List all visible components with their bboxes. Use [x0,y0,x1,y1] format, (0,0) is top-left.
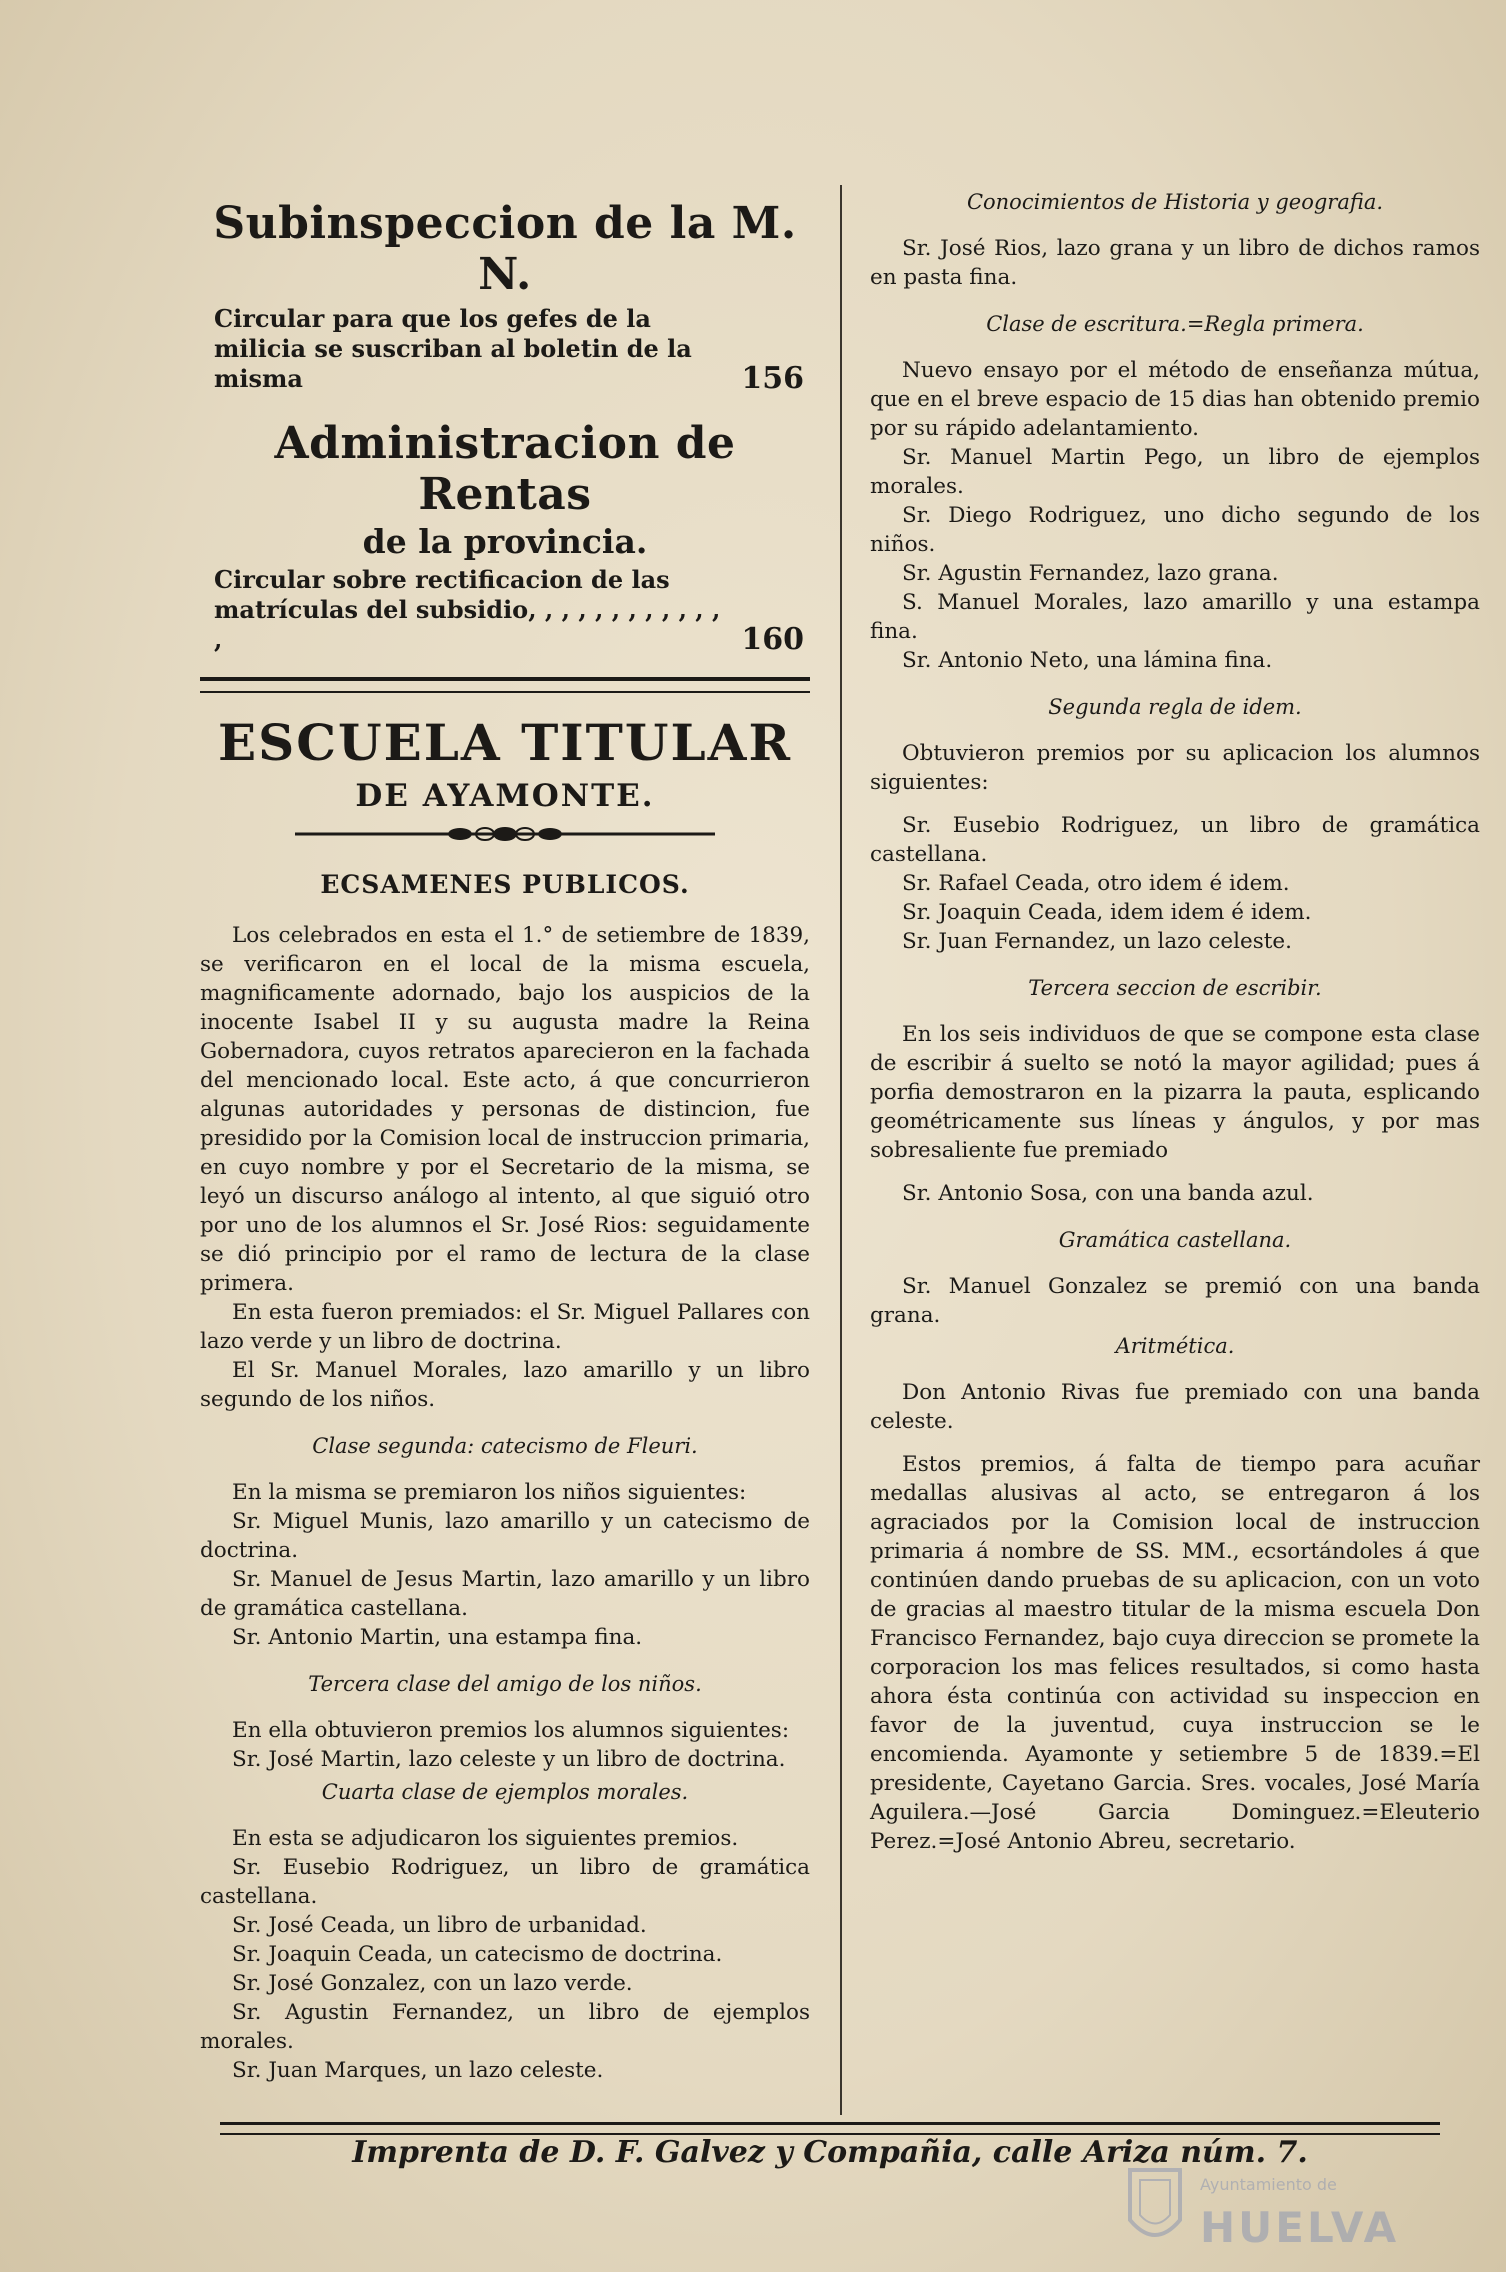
subsection-heading: Clase segunda: catecismo de Fleuri. [312,1434,698,1458]
paragraph: En la misma se premiaron los niños siguientes: [232,1480,747,1505]
footer-double-rule [220,2122,1440,2135]
section-double-rule [200,677,810,693]
prize-entry: S. Manuel Morales, lazo amarillo y una estampa fina. [870,590,1480,644]
closing-paragraph: Estos premios, á falta de tiempo para acuñar medallas alusivas al acto, se entregaron á los agraciados por la Comision local de instruccion primaria á nombre de SS. MM., ecsortándoles á que continúen dando pruebas de su aplicacion, con un voto de gracias al maestro titular de la misma escuela Don Francisco Fernandez, bajo cuya direccion se promete la corporacion los mas felices resultados, si como hasta ahora ésta continúa con actividad su inspeccion en favor de la juventud, cuya instruccion se le encomienda. Ayamonte y setiembre 5 de 1839.=El presidente, Cayetano Garcia. Sres. vocales, José María Aguilera.—José Garcia Dominguez.=Eleuterio Perez.=José Antonio Abreu, secretario. [870,1452,1480,1854]
prize-entry: Don Antonio Rivas fue premiado con una banda celeste. [870,1380,1480,1434]
paragraph: Obtuvieron premios por su aplicacion los alumnos siguientes: [870,741,1480,795]
subsection-heading: Clase de escritura.=Regla primera. [986,312,1364,336]
toc-section-title-2: Administracion de Rentas [274,418,736,520]
prize-entry: Sr. Joaquin Ceada, un catecismo de doctrina. [232,1942,723,1967]
paragraph: El Sr. Manuel Morales, lazo amarillo y un libro segundo de los niños. [200,1358,810,1412]
archive-watermark-logo [1120,2150,1430,2260]
watermark-line-1: Ayuntamiento de [1200,2175,1337,2194]
prize-entry: Sr. Agustin Fernandez, lazo grana. [902,561,1279,586]
prize-entry: Sr. José Ceada, un libro de urbanidad. [232,1913,647,1938]
paragraph: Nuevo ensayo por el método de enseñanza mútua, que en el breve espacio de 15 dias han obtenido premio por su rápido adelantamiento. [870,358,1480,441]
column-divider [840,185,842,2115]
paragraph: Los celebrados en esta el 1.° de setiembre de 1839, se verificaron en el local de la misma escuela, magnificamente adornado, bajo los auspicios de la inocente Isabel II y su augusta madre la Reina Gobernadora, cuyos retratos aparecieron en la fachada del mencionado local. Este acto, á que concurrieron algunas autoridades y personas de distincion, fue presidido por la Comision local de instruccion primaria, en cuyo nombre y por el Secretario de la misma, se leyó un discurso análogo al intento, al que siguió otro por uno de los alumnos el Sr. José Rios: seguidamente se dió principio por el ramo de lectura de la clase primera. [200,923,810,1296]
toc-entry-2-text: Circular sobre rectificacion de las matrículas del subsidio, , , , , , , , , , , , , [214,565,721,654]
subsection-heading: Conocimientos de Historia y geografia. [966,190,1384,214]
prize-entry: Sr. Antonio Martin, una estampa fina. [232,1625,643,1650]
subsection-heading: Gramática castellana. [1058,1228,1292,1252]
subsection-heading: Tercera seccion de escribir. [1028,976,1322,1000]
prize-entry: Sr. José Gonzalez, con un lazo verde. [232,1971,633,1996]
paragraph: En los seis individuos de que se compone esta clase de escribir á suelto se notó la mayor agilidad; pues á porfia demostraron en la pizarra la pauta, esplicando geométricamente sus líneas y ángulos, y por mas sobresaliente fue premiado [870,1022,1480,1163]
toc-entry-2-page: 160 [741,622,804,657]
prize-entry: Sr. Diego Rodriguez, uno dicho segundo de los niños. [870,503,1480,557]
toc-entry-1 [214,304,804,394]
prize-entry: Sr. José Rios, lazo grana y un libro de dichos ramos en pasta fina. [870,236,1480,290]
prize-entry: Sr. Manuel Martin Pego, un libro de ejemplos morales. [870,445,1480,499]
prize-entry: Sr. Rafael Ceada, otro idem é idem. [902,871,1290,896]
school-subtitle: DE AYAMONTE. [355,778,655,814]
paragraph: En esta fueron premiados: el Sr. Miguel Pallares con lazo verde y un libro de doctrina. [200,1300,810,1354]
prize-entry: Sr. Juan Marques, un lazo celeste. [232,2058,604,2083]
toc-entry-2 [214,565,804,655]
subsection-heading: Aritmética. [1115,1334,1235,1358]
prize-entry: Sr. José Martin, lazo celeste y un libro de doctrina. [232,1747,786,1772]
toc-entry-1-text: Circular para que los gefes de la milicia se suscriban al boletin de la misma [214,304,692,393]
crest-icon [1130,2170,1180,2235]
section-title-exams: ECSAMENES PUBLICOS. [320,870,690,899]
prize-entry: Sr. Juan Fernandez, un lazo celeste. [902,929,1292,954]
prize-entry: Sr. Manuel Gonzalez se premió con una banda grana. [870,1274,1480,1328]
ornament-rule-icon [295,824,715,844]
watermark-line-2: HUELVA [1200,2203,1400,2252]
toc-entry-1-page: 156 [741,361,804,396]
toc-section-title-1: Subinspeccion de la M. N. [213,198,797,300]
left-column [200,190,810,2085]
prize-entry: Sr. Manuel de Jesus Martin, lazo amarillo y un libro de gramática castellana. [200,1567,810,1621]
prize-entry: Sr. Miguel Munis, lazo amarillo y un catecismo de doctrina. [200,1509,810,1563]
subsection-heading: Cuarta clase de ejemplos morales. [321,1780,689,1804]
prize-entry: Sr. Antonio Sosa, con una banda azul. [902,1181,1314,1206]
prize-entry: Sr. Eusebio Rodriguez, un libro de gramática castellana. [200,1855,810,1909]
paragraph: En ella obtuvieron premios los alumnos siguientes: [232,1718,790,1743]
prize-entry: Sr. Joaquin Ceada, idem idem é idem. [902,900,1312,925]
prize-entry: Sr. Eusebio Rodriguez, un libro de gramática castellana. [870,813,1480,867]
subsection-heading: Segunda regla de idem. [1048,695,1302,719]
imprint-line: Imprenta de D. F. Galvez y Compañia, calle Ariza núm. 7. [352,2135,1308,2170]
right-column [870,190,1480,1856]
prize-entry: Sr. Antonio Neto, una lámina fina. [902,648,1273,673]
toc-section-subtitle-2: de la provincia. [362,522,648,561]
subsection-heading: Tercera clase del amigo de los niños. [308,1672,702,1696]
paragraph: En esta se adjudicaron los siguientes premios. [232,1826,739,1851]
school-title: ESCUELA TITULAR [218,713,792,772]
prize-entry: Sr. Agustin Fernandez, un libro de ejemplos morales. [200,2000,810,2054]
